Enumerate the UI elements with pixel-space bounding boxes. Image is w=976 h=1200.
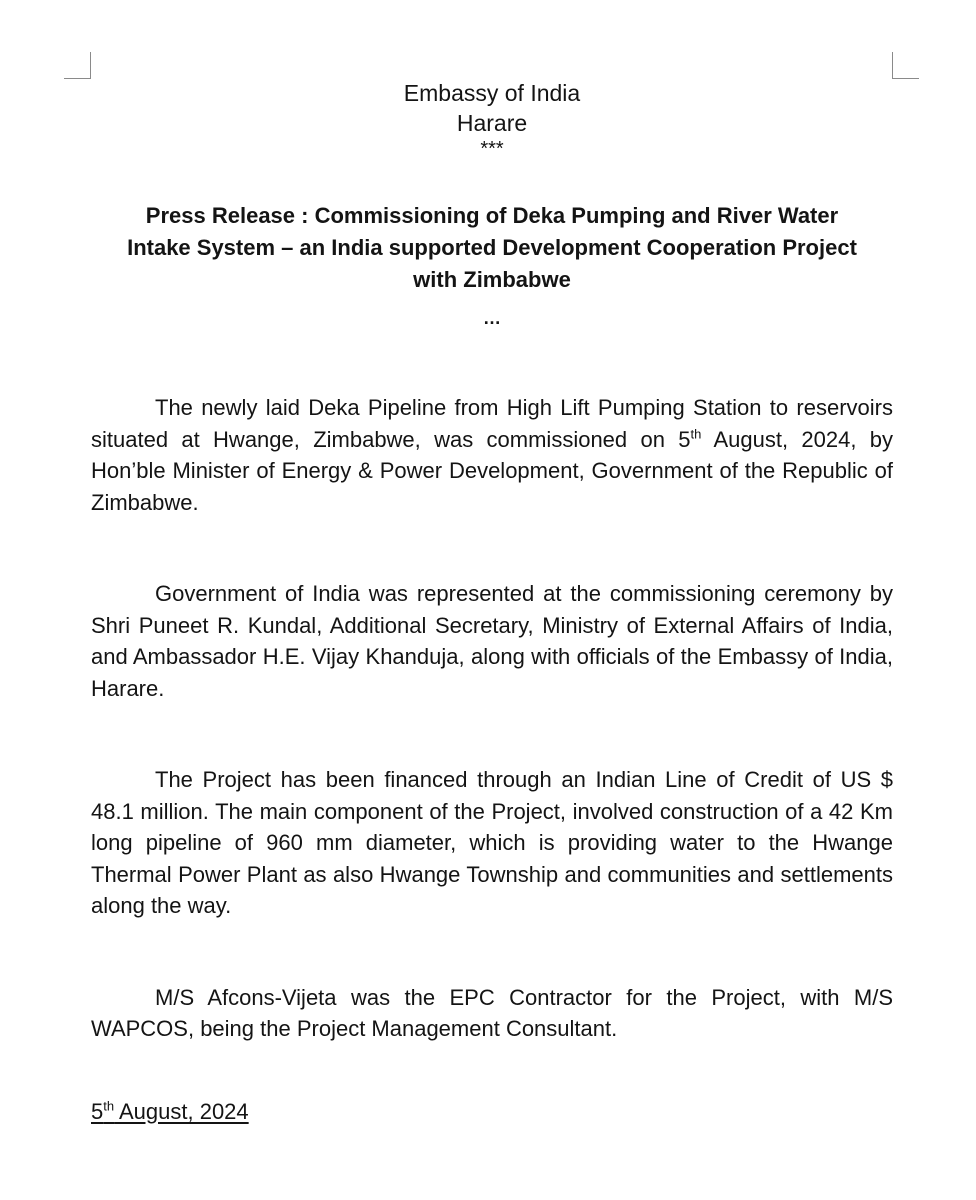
title-line-3: with Zimbabwe: [413, 267, 571, 292]
press-release-title: [91, 200, 893, 296]
paragraph-representation: Government of India was represented at the commissioning ceremony by Shri Puneet R. Kundal, Additional Secretary, Ministry of External Affairs of India, and Ambassador H.E. Vijay Khanduja, along with officials of the Embassy of India, Harare.: [91, 581, 893, 701]
title-line-2: Intake System – an India supported Development Cooperation Project: [127, 235, 857, 260]
paragraph-commissioning-text-end: August, 2024, by Hon’ble Minister of Energy & Power Development, Government of the Republic of Zimbabwe.: [91, 426, 893, 515]
release-date: [91, 1097, 893, 1127]
title-line-1: Press Release : Commissioning of Deka Pumping and River Water: [145, 203, 839, 228]
release-date-day: 5: [91, 1098, 104, 1124]
ordinal-suffix: th: [690, 426, 702, 442]
header-separator: ***: [480, 138, 504, 160]
document-page: [91, 78, 893, 1127]
paragraph-commissioning-text-start: The newly laid Deka Pipeline from High Lift Pumping Station to reservoirs situated at Hwange, Zimbabwe, was commissioned on 5: [91, 395, 893, 452]
release-date-rest: August, 2024: [114, 1098, 249, 1124]
release-date-ordinal: th: [103, 1098, 115, 1114]
paragraph-commissioning: [91, 392, 893, 518]
embassy-name: Embassy of India: [403, 80, 581, 106]
title-separator: …: [483, 308, 501, 328]
paragraph-financing: The Project has been financed through an Indian Line of Credit of US $ 48.1 million. The main component of the Project, involved construction of a 42 Km long pipeline of 960 mm diameter, which is providing water to the Hwange Thermal Power Plant as also Hwange Township and communities and settlements along the way.: [91, 767, 893, 918]
page-corner-mark-top-left: [64, 52, 91, 79]
embassy-city: Harare: [456, 110, 528, 136]
page-corner-mark-top-right: [892, 52, 919, 79]
paragraph-contractor: M/S Afcons-Vijeta was the EPC Contractor for the Project, with M/S WAPCOS, being the Project Management Consultant.: [91, 984, 893, 1041]
